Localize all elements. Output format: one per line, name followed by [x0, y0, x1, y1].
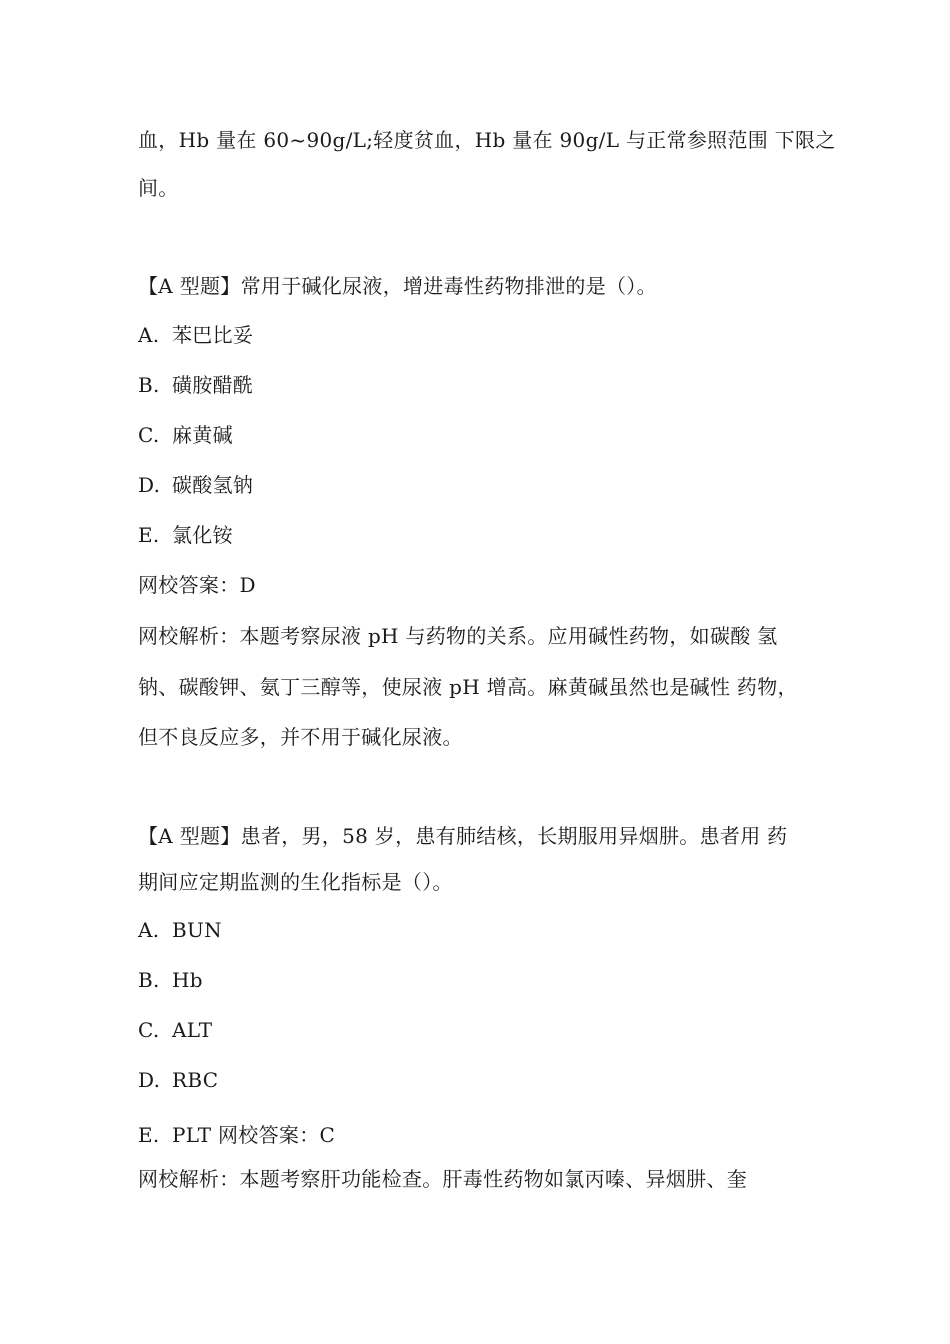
option-text: 磺胺醋酰 — [172, 373, 254, 397]
question-1-analysis-line-1: 网校解析：本题考察尿液 pH 与药物的关系。应用碱性药物，如碳酸 氢 — [138, 624, 778, 648]
option-letter: A. — [138, 323, 160, 347]
option-letter: E. — [138, 523, 160, 547]
option-letter: A. — [138, 918, 160, 942]
question-1-analysis-line-2: 钠、碳酸钾、氨丁三醇等，使尿液 pH 增高。麻黄碱虽然也是碱性 药物， — [138, 675, 798, 699]
question-2-option-c — [138, 1016, 838, 1044]
question-2-stem-line-2: 期间应定期监测的生化指标是（）。 — [138, 870, 453, 894]
question-1-answer: 网校答案：D — [138, 573, 256, 597]
option-text: 苯巴比妥 — [172, 323, 254, 347]
option-text: PLT 网校答案：C — [172, 1123, 336, 1147]
option-letter: C. — [138, 1018, 160, 1042]
question-1-analysis-line-3: 但不良反应多，并不用于碱化尿液。 — [138, 725, 463, 749]
option-letter: D. — [138, 1068, 161, 1092]
option-text: Hb — [172, 968, 203, 992]
intro-line-1: 血，Hb 量在 60~90g/L;轻度贫血，Hb 量在 90g/L 与正常参照范围 下限之 — [138, 128, 836, 152]
intro-line-2: 间。 — [138, 176, 179, 200]
question-2-analysis-line-1: 网校解析：本题考察肝功能检查。肝毒性药物如氯丙嗪、异烟肼、奎 — [138, 1167, 747, 1191]
option-text: 氯化铵 — [172, 523, 233, 547]
question-1-stem: 【A 型题】常用于碱化尿液，增进毒性药物排泄的是（）。 — [138, 274, 657, 298]
option-letter: B. — [138, 373, 160, 397]
question-2-stem-line-1: 【A 型题】患者，男，58 岁，患有肺结核，长期服用异烟肼。患者用 药 — [138, 824, 788, 848]
option-letter: E. — [138, 1123, 160, 1147]
option-text: ALT — [172, 1018, 213, 1042]
question-2-option-a — [138, 916, 838, 944]
question-1-option-c — [138, 421, 838, 449]
question-1-option-a — [138, 321, 838, 349]
option-letter: D. — [138, 473, 161, 497]
option-letter: B. — [138, 968, 160, 992]
option-text: 碳酸氢钠 — [172, 473, 254, 497]
option-text: BUN — [172, 918, 222, 942]
question-1-option-b — [138, 371, 838, 399]
question-1-option-d — [138, 471, 838, 499]
option-text: 麻黄碱 — [172, 423, 233, 447]
option-text: RBC — [172, 1068, 219, 1092]
question-2-option-e — [138, 1121, 838, 1149]
question-1-option-e — [138, 521, 838, 549]
option-letter: C. — [138, 423, 160, 447]
question-2-option-b — [138, 966, 838, 994]
question-2-option-d — [138, 1066, 838, 1094]
